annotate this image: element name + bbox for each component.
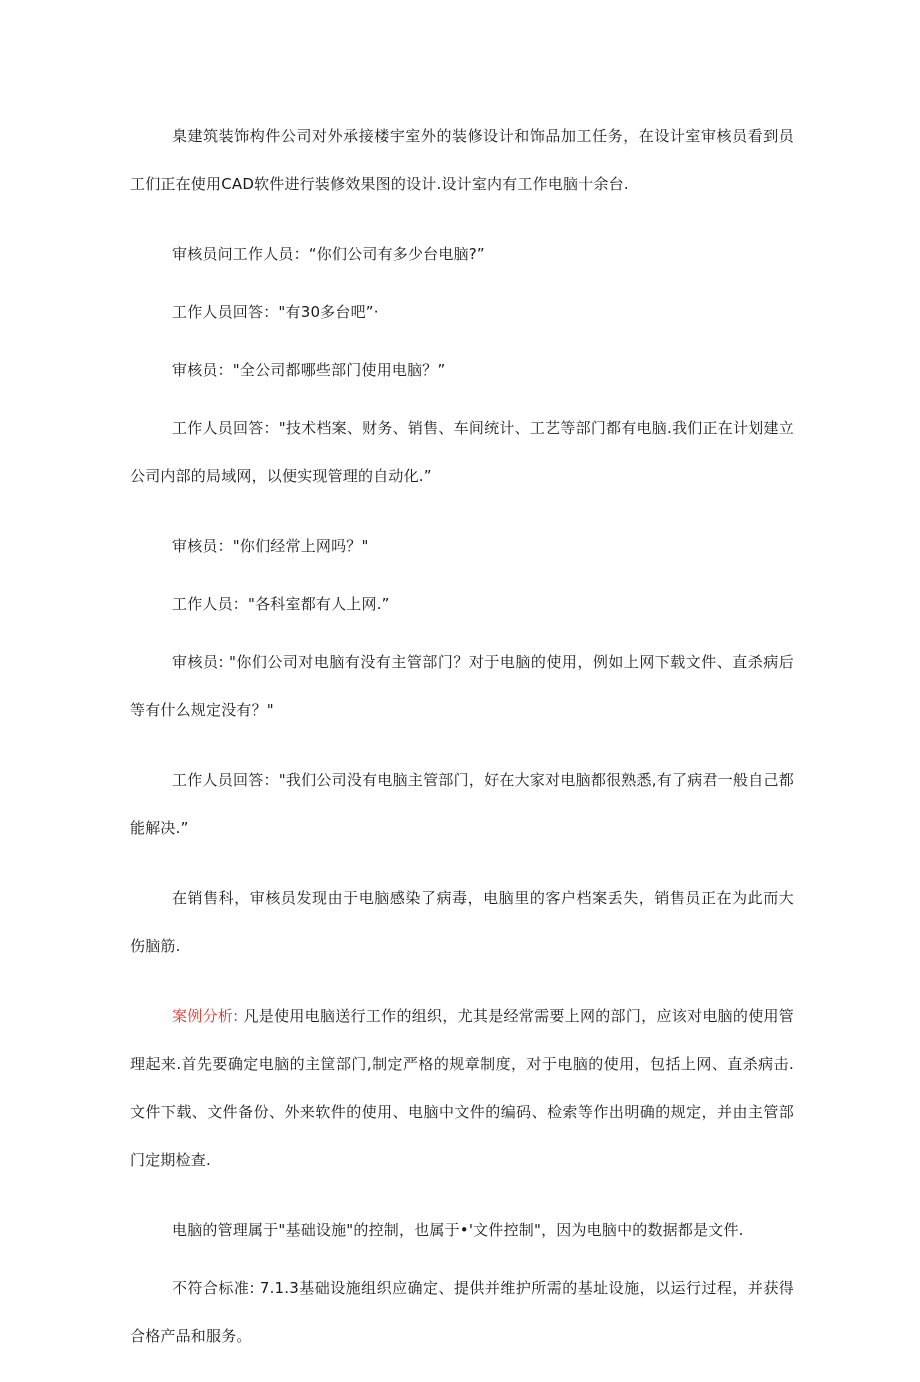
sales-paragraph: 在销售科，审核员发现由于电脑感染了病毒，电脑里的客户档案丢失，销售员正在为此而大伤脑筋. [130, 889, 794, 955]
analysis-text: 凡是使用电脑送行工作的组织，尤其是经常需要上网的部门，应该对电脑的使用管理起来.首先要确定电脑的主筐部门,制定严格的规章制度，对于电脑的使用，包括上网、直杀病击.文件下载、文件备份、外来软件的使用、电脑中文件的编码、检索等作出明确的规定，并由主管部门定期检查. [130, 1007, 794, 1169]
dialogue-paragraph-5: 审核员："你们经常上网吗？" [172, 537, 369, 555]
closing-paragraph-2: 不符合标准: 7.1.3基础设施组织应确定、提供并维护所需的基址设施，以运行过程，并获得合格产品和服务。 [130, 1279, 794, 1345]
dialogue-paragraph-6: 工作人员："各科室都有人上网.” [172, 595, 390, 613]
dialogue-paragraph-3: 审核员："全公司都哪些部门使用电脑？” [172, 361, 446, 379]
analysis-paragraph [130, 992, 794, 1184]
dialogue-paragraph-8: 工作人员回答："我们公司没有电脑主管部门，好在大家对电脑都很熟悉,有了病君一般自己都能解决.” [130, 771, 794, 837]
document-body [130, 112, 794, 1382]
intro-paragraph: 臬建筑装饰构件公司对外承接楼宇室外的装修设计和饰品加工任务，在设计室审核员看到员工们正在使用CAD软件进行装修效果图的设计.设计室内有工作电脑十余台. [130, 127, 794, 193]
dialogue-paragraph-4: 工作人员回答："技术档案、财务、销售、车间统计、工艺等部门都有电脑.我们正在计划建立公司内部的局域网，以便实现管理的自动化.” [130, 419, 794, 485]
analysis-label: 案例分析: [172, 1007, 239, 1025]
dialogue-paragraph-1: 审核员问工作人员：“你们公司有多少台电脑?” [172, 245, 485, 263]
closing-paragraph-1: 电脑的管理属于"基础设施"的控制，也属于•'文件控制"，因为电脑中的数据都是文件. [172, 1221, 744, 1239]
dialogue-paragraph-7: 审核员: "你们公司对电脑有没有主管部门？对于电脑的使用，例如上网下载文件、直杀病后等有什么规定没有？" [130, 653, 794, 719]
dialogue-paragraph-2: 工作人员回答："有30多台吧”· [172, 303, 379, 321]
